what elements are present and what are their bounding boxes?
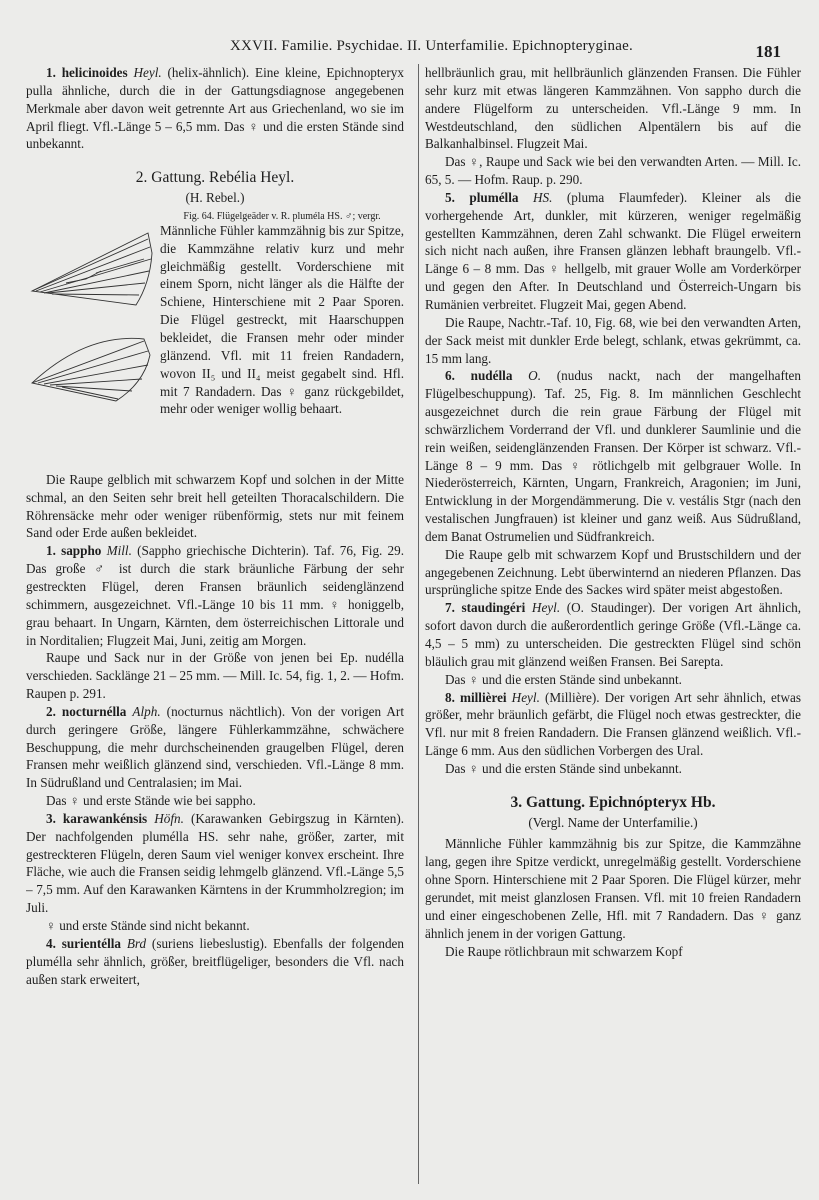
species-name: 5. plumélla bbox=[445, 189, 519, 205]
species-note: ♀ und erste Stände sind nicht bekannt. bbox=[46, 918, 250, 933]
species-name: 8. millièrei bbox=[445, 689, 507, 705]
page-number: 181 bbox=[755, 42, 781, 61]
wing-venation-drawing bbox=[26, 213, 154, 425]
species-name: 6. nudélla bbox=[445, 368, 513, 384]
species-entry bbox=[26, 703, 404, 792]
species-note: Das ♀ und die ersten Stände sind unbekannt. bbox=[445, 760, 682, 776]
species-entry bbox=[425, 689, 801, 760]
species-entry bbox=[425, 599, 801, 670]
left-column bbox=[26, 64, 404, 1184]
species-name: 3. karawankénsis bbox=[46, 810, 148, 826]
species-author: HS. bbox=[532, 189, 553, 205]
genus-intro: Männliche Fühler kammzähnig bis zur Spitze, die Kammzähne relativ kurz und mehr gleichmäßig gestellt. Vorderschiene mit einem Sporn, nicht länger als die Hälfte der Schiene, Hinterschiene mit 2 Paar Sporen. Die Flügel gestreckt, mit Haarschuppen bekleidet, die Fransen mehr oder minder glänzend. Vfl. mit 11 freien Randadern, wovon II₅ und II₄ meist gegabelt sind. Hfl. mit 7 Randadern. Das ♀ ganz rückgebildet, mehr oder weniger wollig behaart. bbox=[160, 222, 404, 417]
larva-description: Die Raupe gelb mit schwarzem Kopf und Brustschildern und der angegebenen Zeichnung. Lebt überwinternd an niederen Pflanzen. Das ursprüngliche spitze Ende des Sackes wird später meist abgestoßen. bbox=[425, 546, 801, 598]
running-head: XXVII. Familie. Psychidae. II. Unterfamilie. Epichnopteryginae. bbox=[230, 38, 633, 54]
species-description: (helix-ähnlich). Eine kleine, Epichnopteryx pulla ähnliche, durch die in der Gattungsdiagnose angegebenen Merkmale aber davon weit getrennte Art aus Griechenland, wo sie im April fliegt. Vfl.-Länge 5 – 6,5 mm. Das ♀ und die ersten Stände sind unbekannt. bbox=[26, 65, 404, 152]
species-description: (pluma Flaumfeder). Kleiner als die vorhergehende Art, dunkler, mit kürzeren, weniger regelmäßig gestellten Kammzähnen, deren Zahl schwankt. Die Flügel erweitern sich nicht nach außen, ihre Fransen glänzen lebhaft braungelb. Vfl.-Länge 6 – 8 mm. Das ♀ hellgelb, mit grauer Wolle am Vorderkörper und gegen den After. In Deutschland und Österreich-Ungarn bis Rumänien verbreitet. Flugzeit Mai, gegen Abend. bbox=[425, 189, 801, 312]
species-entry bbox=[26, 935, 404, 989]
species-description: (nocturnus nächtlich). Von der vorigen Art durch geringere Größe, längere Fühlerkammzähne, schwächere Beschuppung, die mehr durchscheinenden graugelben Flügel, deren Fransen mehr weißlich glänzend sind, verschieden. Vfl.-Länge 8 mm. In Südrußland und Centralasien; im Mai. bbox=[26, 703, 404, 791]
species-name: 7. staudingéri bbox=[445, 600, 526, 616]
species-description: (suriens liebeslustig). Ebenfalls der folgenden plumélla sehr ähnlich, größer, breitflügeliger, besonders die Vfl. nach außen stark erweitert, bbox=[26, 935, 404, 987]
species-entry bbox=[425, 367, 801, 545]
species-author: Mill. bbox=[106, 543, 132, 559]
species-description: (Sappho griechische Dichterin). Taf. 76, Fig. 29. Das große ♂ ist durch die stark bräunliche Färbung der sehr gestreckten Flügel, deren Fransen bräunlich seidenglänzend schimmern, ausgezeichnet. Vfl.-Länge 10 bis 11 mm. ♀ honiggelb, grau behaart. In Ungarn, Kärnten, dem österreichischen Littorale und in Norditalien; Flugzeit Mai, Juni, zeitig am Morgen. bbox=[26, 543, 404, 648]
species-name: 1. helicinoides bbox=[46, 65, 128, 80]
larva-description: Das ♀, Raupe und Sack wie bei den verwandten Arten. — Mill. Ic. 65, 5. — Hofm. Raup. p. 290. bbox=[425, 154, 801, 188]
figure-caption: Fig. 64. Flügelgeäder v. R. pluméla HS. ♂; vergr. bbox=[183, 210, 381, 222]
genus-larva-description: Die Raupe rötlichbraun mit schwarzem Kopf bbox=[445, 943, 683, 959]
species-note: Das ♀ und die ersten Stände sind unbekannt. bbox=[445, 671, 682, 687]
species-author: Heyl. bbox=[511, 689, 540, 705]
wing-venation-figure bbox=[26, 213, 154, 471]
species-name: 4. surientélla bbox=[46, 935, 122, 951]
species-author: Brd bbox=[126, 935, 147, 951]
genus-larva-description: Die Raupe gelblich mit schwarzem Kopf und solchen in der Mitte schmal, an den Seiten sehr breit hell geteilten Thoracalschildern. Die Röhrensäcke mehr oder weniger rübenförmig, stets nur mit feinem Sand oder Erde außen bekleidet. bbox=[26, 471, 404, 541]
species-entry bbox=[26, 810, 404, 917]
species-continuation: hellbräunlich grau, mit hellbräunlich glänzenden Fransen. Die Fühler sehr kurz mit etwas längeren Kammzähnen. Von sappho durch die andere Flügelform zu unterscheiden. Vfl.-Länge 9 mm. In Westdeutschland, den südlichen Alpentälern bis auf die Balkanhalbinsel. Flugzeit Mai. bbox=[425, 65, 801, 152]
genus-intro: Männliche Fühler kammzähnig bis zur Spitze, die Kammzähne lang, gegen ihre Spitze verdickt, unregelmäßig gestellt. Vorderschiene ohne Sporn. Hinterschiene mit 2 Paar Sporen. Die Flügel kürzer, mehr gerundet, mit meist glanzlosen Fransen. Vfl. mit 10 freien Randadern und einer eingeschobenen Zelle, Hfl. mit 7 Randadern. Das ♀ ganz ähnlich jenem in der vorigen Gattung. bbox=[425, 836, 801, 941]
species-description: (nudus nackt, nach der mangelhaften Flügelbeschuppung). Taf. 25, Fig. 8. Im männlichen Geschlecht ausgezeichnet durch die rein graue Färbung der Flügel mit schwärzlichem Vorderrand der Vfl. und dunklerer Saumlinie und die rein weißen, seidenglänzenden Fransen. Der Körper ist schwarz. Vfl.-Länge 8 – 9 mm. Das ♀ rötlichgelb mit gelbgrauer Wolle. In Niederösterreich, Kärnten, Ungarn, Frankreich, Aragonien; im Juni, Entwicklung in der Morgendämmerung. Die v. vestális Stgr (nach den vestalischen Jungfrauen) ist kleiner und ganz weiß. Aus Südrußland, dem Banat Ostrumelien und Südfrankreich. bbox=[425, 368, 801, 544]
species-author: Heyl. bbox=[531, 600, 561, 616]
species-description: (Millière). Der vorigen Art sehr ähnlich, etwas größer, mehr bräunlich gefärbt, die Flügel noch etwas gestreckter, die Vfl. nur mit 8 freien Randadern. Die Fransen glänzend weißlich. Vfl.-Länge 6 mm. Aus den südlichen Vorbergen des Ural. bbox=[425, 689, 801, 759]
species-author: Höfn. bbox=[154, 810, 184, 826]
species-description: (Karawanken Gebirgszug in Kärnten). Der nachfolgenden plumélla HS. sehr nahe, größer, zarter, mit gestreckteren Flügeln, deren Saum viel weniger konvex erscheint. Ihre Fläche, wie auch die Fransen seidig lehmgelb glänzend. Vfl.-Länge 5,5 – 7,5 mm. Auf den Karawanken Kärntens in der Krummholzregion; im Juli. bbox=[26, 810, 404, 916]
larva-description: Raupe und Sack nur in der Größe von jenen bei Ep. nudélla verschieden. Sacklänge 21 – 25 mm. — Mill. Ic. 54, fig. 1, 2. — Hofm. Raupen p. 291. bbox=[26, 650, 404, 702]
genus-heading: 3. Gattung. Epichnópteryx Hb. bbox=[510, 793, 716, 811]
species-note: Das ♀ und erste Stände wie bei sappho. bbox=[46, 793, 256, 809]
species-author: Heyl. bbox=[133, 65, 162, 80]
genus-heading: 2. Gattung. Rebélia Heyl. bbox=[135, 169, 295, 187]
right-column bbox=[418, 64, 801, 1184]
page-header bbox=[30, 36, 789, 62]
species-entry bbox=[425, 189, 801, 314]
species-entry bbox=[26, 542, 404, 649]
genus-note: (Vergl. Name der Unterfamilie.) bbox=[528, 814, 698, 830]
species-author: Alph. bbox=[132, 703, 161, 719]
species-author: O. bbox=[528, 368, 541, 384]
species-name: 1. sappho bbox=[46, 543, 102, 559]
larva-description: Die Raupe, Nachtr.-Taf. 10, Fig. 68, wie bei den verwandten Arten, der Sack meist mit dunkler Erde belegt, schlank, etwas gekrümmt, ca. 15 mm lang. bbox=[425, 314, 801, 366]
species-name: 2. nocturnélla bbox=[46, 703, 127, 719]
species-description: (O. Staudinger). Der vorigen Art ähnlich, sofort davon durch die außerordentlich geringe Größe (Vfl.-Länge ca. 4,5 – 5 mm) zu unterscheiden. Die gestreckten Flügel sind schön bläulich grau mit glänzend weißen Fransen. Bei Sarepta. bbox=[425, 600, 801, 669]
genus-note: (H. Rebel.) bbox=[185, 190, 245, 206]
species-entry bbox=[26, 64, 404, 153]
